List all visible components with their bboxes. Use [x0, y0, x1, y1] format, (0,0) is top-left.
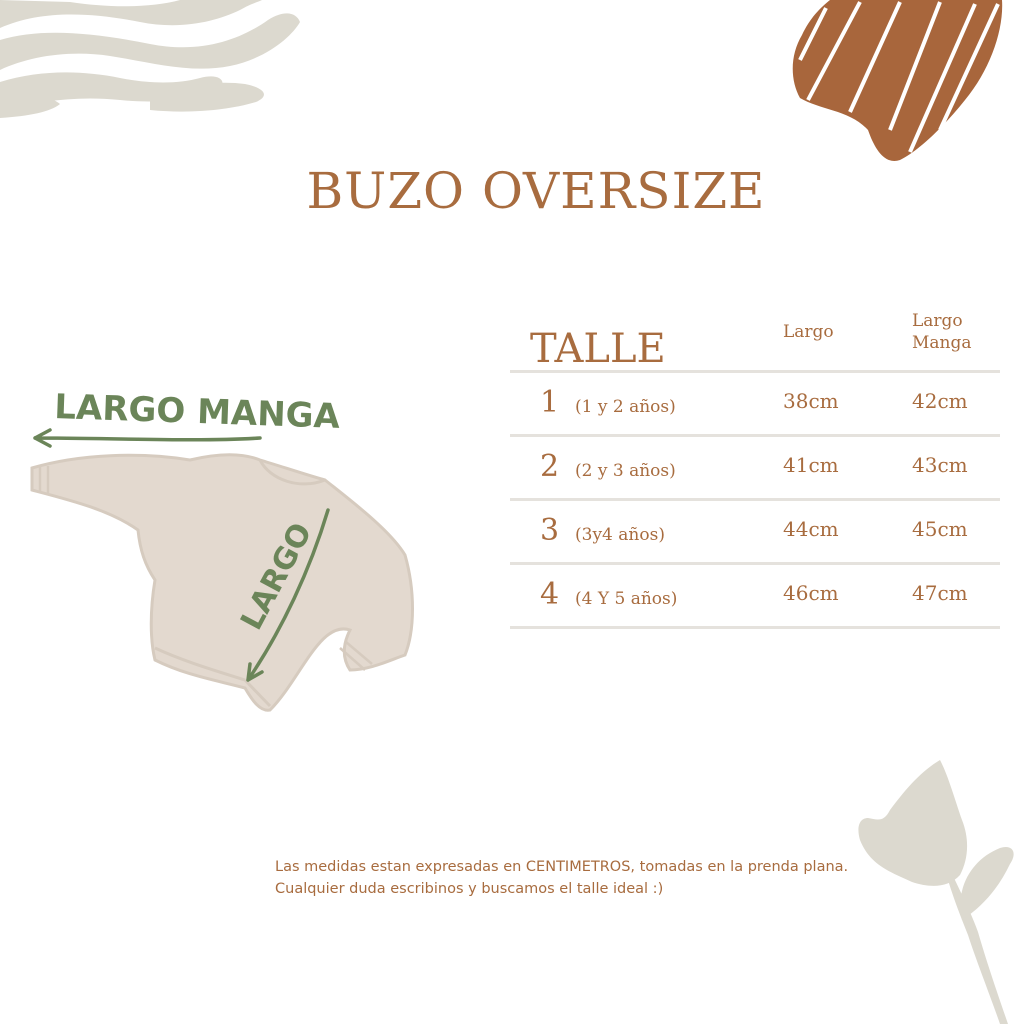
manga-value: 45cm — [912, 517, 968, 541]
header-largo-manga — [912, 310, 972, 354]
size-number: 2 — [540, 449, 560, 484]
manga-value: 42cm — [912, 389, 968, 413]
sweater-illustration — [20, 380, 420, 720]
table-row — [510, 370, 1000, 434]
size-ages: (1 y 2 años) — [575, 397, 676, 417]
page-title: BUZO OVERSIZE — [306, 161, 766, 220]
measurement-note — [275, 856, 915, 900]
note-line-1: Las medidas estan expresadas en CENTIMETROS, tomadas en la prenda plana. — [275, 859, 849, 875]
header-largo-manga-line2: Manga — [912, 333, 972, 353]
largo-value: 44cm — [783, 517, 839, 541]
sleeve-label: LARGO MANGA — [53, 386, 341, 437]
header-largo: Largo — [783, 322, 834, 342]
largo-value: 46cm — [783, 581, 839, 605]
table-row — [510, 434, 1000, 498]
wave-decoration — [0, 0, 310, 125]
size-number: 4 — [540, 577, 560, 612]
size-number: 1 — [540, 385, 560, 420]
size-ages: (3y4 años) — [575, 525, 665, 545]
header-largo-manga-line1: Largo — [912, 311, 963, 331]
largo-value: 41cm — [783, 453, 839, 477]
manga-value: 43cm — [912, 453, 968, 477]
size-number: 3 — [540, 513, 560, 548]
manga-value: 47cm — [912, 581, 968, 605]
table-row — [510, 562, 1000, 629]
table-row — [510, 498, 1000, 562]
size-ages: (2 y 3 años) — [575, 461, 676, 481]
size-ages: (4 Y 5 años) — [575, 589, 678, 609]
note-line-2: Cualquier duda escribinos y buscamos el talle ideal :) — [275, 881, 664, 897]
brush-decoration — [790, 0, 1010, 165]
largo-value: 38cm — [783, 389, 839, 413]
length-label: LARGO — [234, 517, 320, 636]
size-table — [510, 310, 1000, 629]
table-header — [510, 310, 1000, 370]
header-talle: TALLE — [530, 326, 666, 372]
